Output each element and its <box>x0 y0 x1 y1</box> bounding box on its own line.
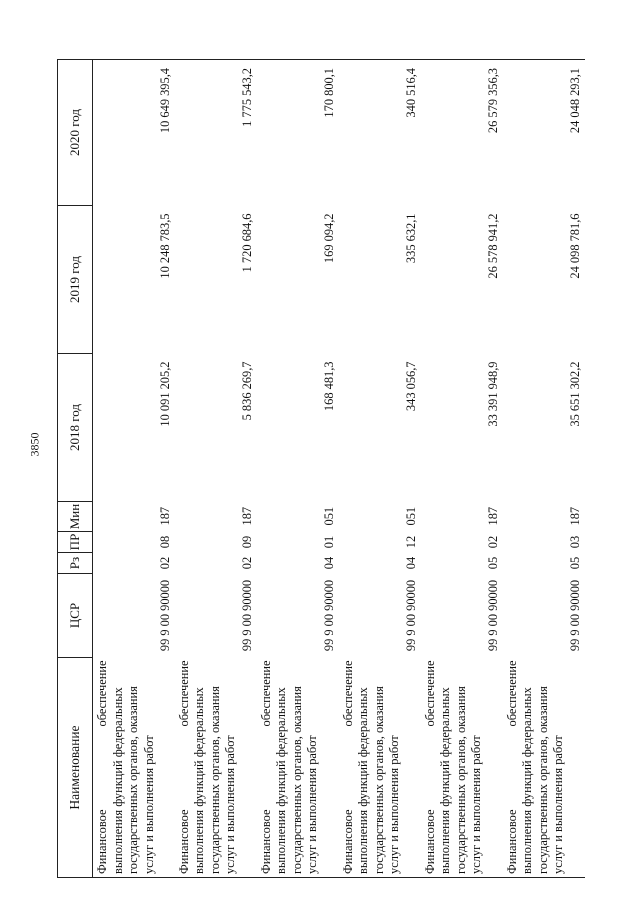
name-word: обеспечение <box>340 660 355 727</box>
csr-cell: 99 9 00 90000 <box>157 579 172 652</box>
name-line <box>423 661 439 875</box>
name-word: Финансовое <box>95 809 109 874</box>
name-line: государственных органов, оказания <box>126 686 141 874</box>
min-cell: 187 <box>567 506 582 526</box>
table-row <box>339 60 421 878</box>
name-word: Финансовое <box>176 809 191 874</box>
name-word: обеспечение <box>422 660 437 727</box>
value-2019-cell: 335 632,1 <box>403 213 418 264</box>
row-name-cell <box>93 658 175 878</box>
name-word: Финансовое <box>340 809 355 874</box>
pr-cell: 01 <box>321 535 336 549</box>
header-rz: Рз <box>58 553 93 574</box>
pr-cell: 03 <box>567 535 582 549</box>
rz-cell: 04 <box>403 556 418 570</box>
header-2020: 2020 год <box>58 60 93 206</box>
value-2019-cell: 10 248 783,5 <box>157 213 172 279</box>
table-row <box>175 60 257 878</box>
name-line <box>505 661 521 875</box>
table-body <box>93 60 585 878</box>
name-line: выполнения функций федеральных <box>438 687 453 874</box>
header-2019: 2019 год <box>58 206 93 354</box>
name-line: услуг и выполнения работ <box>551 735 566 874</box>
name-line <box>341 661 357 875</box>
table-row <box>93 60 175 878</box>
min-cell: 187 <box>485 506 500 526</box>
pr-cell: 08 <box>157 535 172 549</box>
header-2018: 2018 год <box>58 354 93 502</box>
rotated-page-content <box>57 60 589 878</box>
min-cell: 187 <box>239 506 254 526</box>
value-2018-cell: 5 836 269,7 <box>239 361 254 421</box>
name-word: Финансовое <box>422 809 437 874</box>
name-word: обеспечение <box>504 660 519 727</box>
name-line <box>177 661 193 875</box>
min-cell: 051 <box>403 506 418 526</box>
value-2019-cell: 24 098 781,6 <box>567 213 582 279</box>
name-word: обеспечение <box>176 660 191 727</box>
rz-cell: 02 <box>157 556 172 570</box>
rz-cell: 05 <box>485 556 500 570</box>
value-2020-cell: 1 775 543,2 <box>175 60 257 206</box>
value-2018-cell: 10 091 205,2 <box>157 361 172 427</box>
row-name-cell <box>421 658 503 878</box>
row-name-cell <box>257 658 339 878</box>
name-line: государственных органов, оказания <box>207 686 222 874</box>
value-2018-cell: 33 391 948,9 <box>485 361 500 427</box>
value-2019-cell: 1 720 684,6 <box>239 213 254 273</box>
name-word: обеспечение <box>95 660 109 727</box>
value-2019-cell: 169 094,2 <box>321 213 336 264</box>
name-line: услуг и выполнения работ <box>305 735 320 874</box>
name-line: услуг и выполнения работ <box>141 735 156 874</box>
name-line: выполнения функций федеральных <box>356 687 371 874</box>
name-line: государственных органов, оказания <box>535 686 550 874</box>
name-line: государственных органов, оказания <box>289 686 304 874</box>
value-2020-cell: 340 516,4 <box>339 60 421 206</box>
csr-cell: 99 9 00 90000 <box>567 579 582 652</box>
name-line: выполнения функций федеральных <box>520 687 535 874</box>
value-2018-cell: 35 651 302,2 <box>567 361 582 427</box>
rz-cell: 05 <box>567 556 582 570</box>
row-name-cell <box>175 658 257 878</box>
value-2018-cell: 168 481,3 <box>321 361 336 412</box>
table-row <box>257 60 339 878</box>
row-name-cell <box>339 658 421 878</box>
value-2020-cell: 26 579 356,3 <box>421 60 503 206</box>
min-cell: 051 <box>321 506 336 526</box>
name-word: Финансовое <box>504 809 519 874</box>
value-2020-cell: 10 649 395,4 <box>93 60 175 206</box>
pr-cell: 12 <box>403 535 418 549</box>
name-line: государственных органов, оказания <box>453 686 468 874</box>
row-name-cell <box>503 658 585 878</box>
name-line: услуг и выполнения работ <box>387 735 402 874</box>
name-line <box>95 661 111 875</box>
header-name: Наименование <box>58 658 93 878</box>
value-2019-cell: 26 578 941,2 <box>485 213 500 279</box>
page-number: 3850 <box>27 432 42 457</box>
csr-cell: 99 9 00 90000 <box>403 579 418 652</box>
rz-cell: 04 <box>321 556 336 570</box>
header-pr: ПР <box>58 532 93 553</box>
value-2020-cell: 24 048 293,1 <box>503 60 585 206</box>
header-min: Мин <box>58 502 93 532</box>
name-line: услуг и выполнения работ <box>223 735 238 874</box>
table-row <box>503 60 585 878</box>
name-line: выполнения функций федеральных <box>110 687 125 874</box>
csr-cell: 99 9 00 90000 <box>239 579 254 652</box>
pr-cell: 02 <box>485 535 500 549</box>
pr-cell: 09 <box>239 535 254 549</box>
csr-cell: 99 9 00 90000 <box>485 579 500 652</box>
rz-cell: 02 <box>239 556 254 570</box>
table-row <box>421 60 503 878</box>
min-cell: 187 <box>157 506 172 526</box>
name-line: выполнения функций федеральных <box>192 687 207 874</box>
value-2018-cell: 343 056,7 <box>403 361 418 412</box>
header-csr: ЦСР <box>58 574 93 658</box>
name-line <box>259 661 275 875</box>
name-line: государственных органов, оказания <box>371 686 386 874</box>
value-2020-cell: 170 800,1 <box>257 60 339 206</box>
name-line: выполнения функций федеральных <box>274 687 289 874</box>
name-word: Финансовое <box>258 809 273 874</box>
name-word: обеспечение <box>258 660 273 727</box>
table-header-row <box>58 60 93 878</box>
budget-table <box>57 59 585 878</box>
name-line: услуг и выполнения работ <box>469 735 484 874</box>
csr-cell: 99 9 00 90000 <box>321 579 336 652</box>
